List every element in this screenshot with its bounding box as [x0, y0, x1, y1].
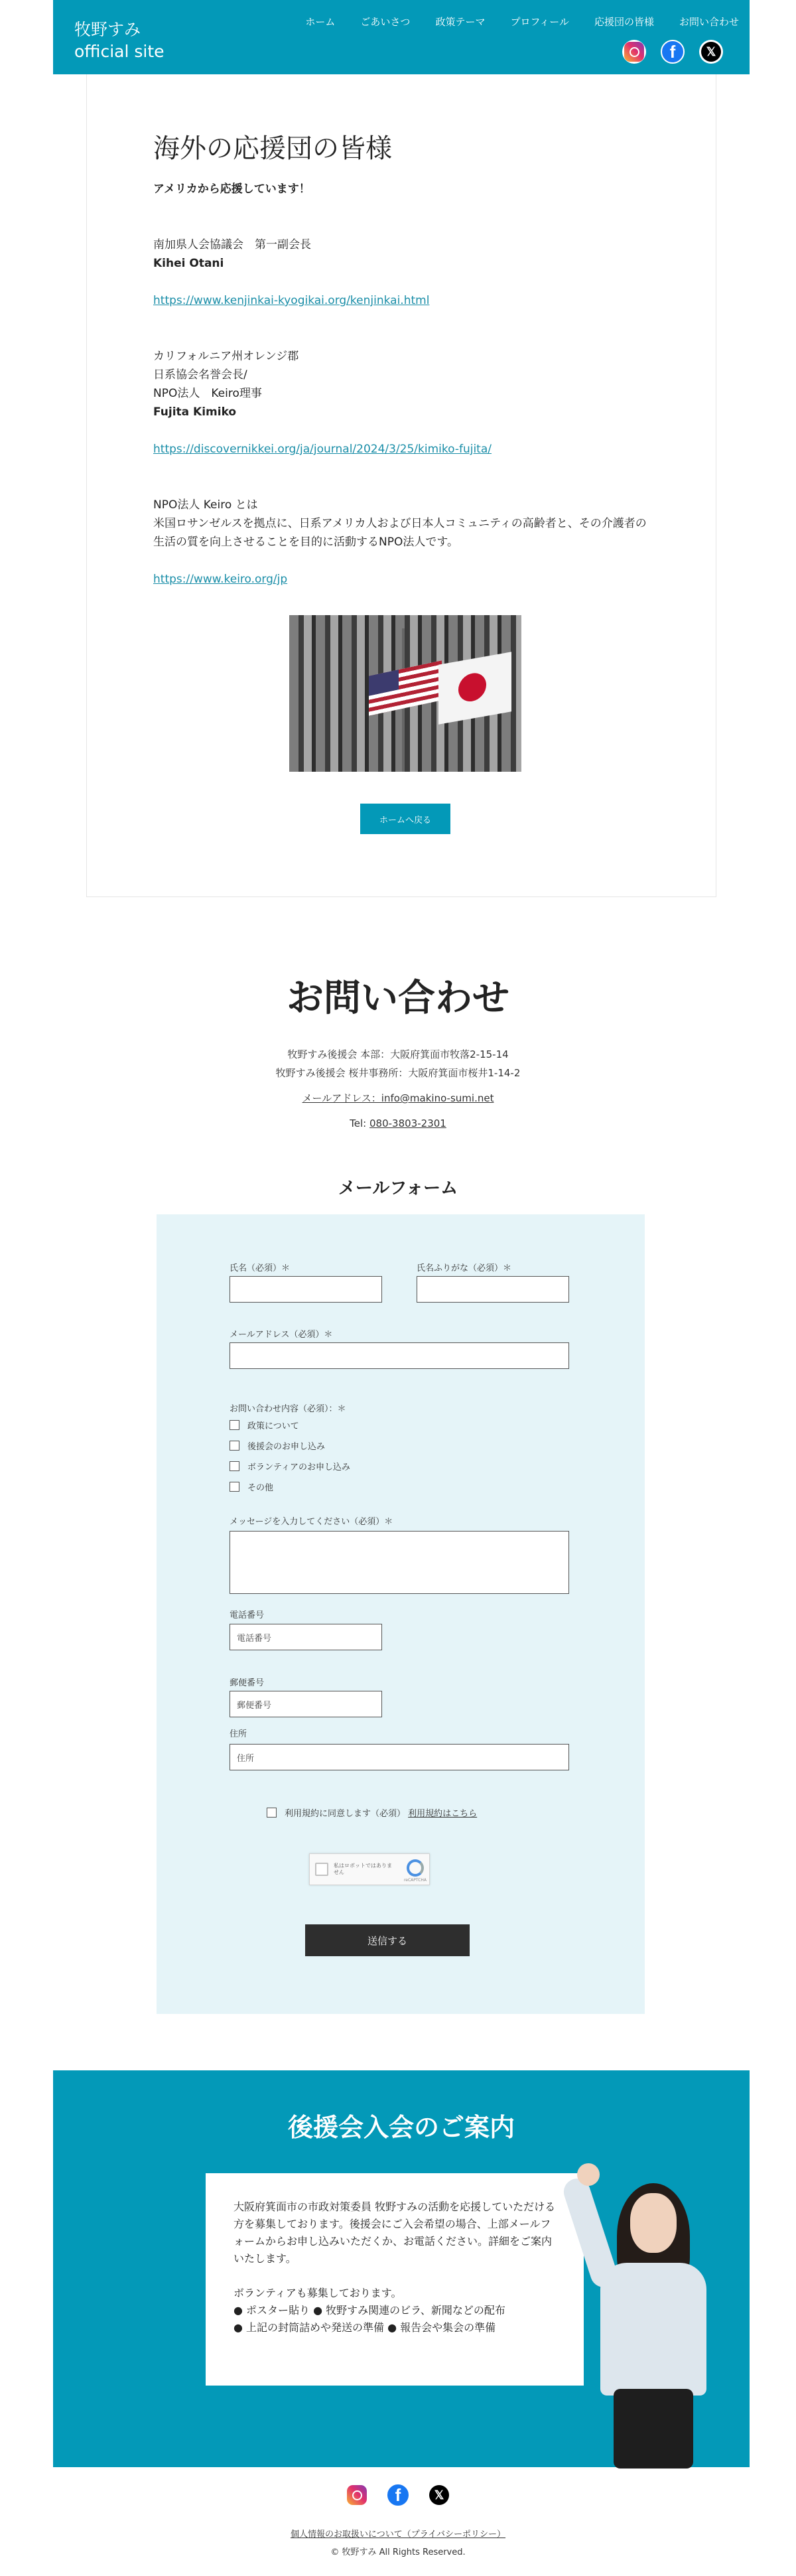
- supporter-2-link[interactable]: https://discovernikkei.org/ja/journal/2024/3/25/kimiko-fujita/: [153, 443, 492, 456]
- submit-button[interactable]: 送信する: [305, 1924, 470, 1956]
- volunteer-tasks-2: ● 上記の封筒詰めや発送の準備 ● 報告会や集会の準備: [233, 2321, 496, 2334]
- logo-subtitle: official site: [74, 42, 165, 61]
- supporter-2-line-3: NPO法人 Keiro理事: [153, 387, 262, 400]
- email-input[interactable]: [230, 1342, 569, 1369]
- join-section: [53, 2070, 750, 2467]
- site-logo[interactable]: [74, 19, 165, 62]
- address-label: 住所: [230, 1729, 247, 1739]
- volunteer-heading: ボランティアも募集しております。: [233, 2287, 402, 2299]
- contact-phone-link[interactable]: 080-3803-2301: [369, 1117, 446, 1129]
- inquiry-label: お問い合わせ内容（必須）：＊: [230, 1404, 346, 1414]
- supporter-2-line-1: カリフォルニア州オレンジ郡: [153, 350, 299, 363]
- nav-profile[interactable]: プロフィール: [510, 16, 569, 28]
- join-info-box: [206, 2173, 584, 2386]
- recaptcha-logo-icon: [407, 1859, 424, 1877]
- facebook-icon[interactable]: f: [661, 40, 685, 64]
- contact-email-link[interactable]: メールアドレス：info@makino-sumi.net: [302, 1092, 494, 1104]
- keiro-link[interactable]: https://www.keiro.org/jp: [153, 573, 288, 586]
- x-twitter-icon[interactable]: 𝕏: [699, 40, 723, 64]
- recaptcha-checkbox[interactable]: [315, 1863, 328, 1876]
- mail-form-title: メールフォーム: [338, 1179, 458, 1198]
- logo-name: 牧野すみ: [74, 20, 141, 39]
- message-label: メッセージを入力してください（必須）＊: [230, 1517, 393, 1527]
- footer-instagram-icon[interactable]: [345, 2483, 369, 2507]
- candidate-photo: [577, 2163, 736, 2469]
- back-home-button[interactable]: ホームへ戻る: [360, 804, 450, 834]
- email-label: メールアドレス（必須）＊: [230, 1330, 333, 1340]
- site-header: [53, 0, 750, 74]
- footer-social-links: [0, 2483, 796, 2507]
- terms-link[interactable]: 利用規約はこちら: [408, 1809, 478, 1819]
- recaptcha-widget[interactable]: [309, 1853, 430, 1885]
- join-title: 後援会入会のご案内: [287, 2113, 515, 2142]
- kana-input[interactable]: [417, 1276, 569, 1303]
- nav-policy[interactable]: 政策テーマ: [435, 16, 486, 28]
- keiro-heading: NPO法人 Keiro とは: [153, 498, 258, 512]
- kana-label: 氏名ふりがな（必須）＊: [417, 1263, 512, 1273]
- terms-checkbox[interactable]: [267, 1806, 477, 1819]
- zip-input[interactable]: 郵便番号: [230, 1691, 382, 1717]
- supporter-1-title: 南加県人会協議会 第一副会長: [153, 238, 311, 251]
- us-japan-flags-photo: [289, 615, 521, 772]
- keiro-description: 米国ロサンゼルスを拠点に、日系アメリカ人および日本人コミュニティの高齢者と、その介護者の生活の質を向上させることを目的に活動するNPO法人です。: [153, 517, 647, 549]
- contact-info: [0, 1045, 796, 1133]
- contact-title: お問い合わせ: [287, 977, 509, 1020]
- name-input[interactable]: [230, 1276, 382, 1303]
- supporter-2-name: Fujita Kimiko: [153, 405, 237, 419]
- recaptcha-brand: reCAPTCHA: [403, 1878, 427, 1883]
- privacy-policy-link[interactable]: 個人情報のお取扱いについて（プライバシーポリシー）: [290, 2530, 506, 2540]
- supporter-1-name: Kihei Otani: [153, 257, 224, 270]
- instagram-icon[interactable]: [622, 40, 646, 64]
- name-label: 氏名（必須）＊: [230, 1263, 291, 1273]
- supporter-1-link[interactable]: https://www.kenjinkai-kyogikai.org/kenjinkai.html: [153, 294, 430, 307]
- nav-greeting[interactable]: ごあいさつ: [360, 16, 411, 28]
- join-description: 大阪府箕面市の市政対策委員 牧野すみの活動を応援していただける方を募集しております。後援会にご入会希望の場合、上部メールフォームからお申し込みいただくか、お電話ください。詳細をご案内いたします。: [233, 2200, 556, 2265]
- nav-supporters[interactable]: 応援団の皆様: [594, 16, 654, 28]
- copyright: © 牧野すみ All Rights Reserved.: [330, 2547, 466, 2557]
- phone-label: 電話番号: [230, 1610, 265, 1620]
- supporter-2-line-2: 日系協会名誉会長/: [153, 368, 247, 382]
- option-other[interactable]: その他: [230, 1480, 273, 1493]
- option-volunteer[interactable]: ボランティアのお申し込み: [230, 1460, 350, 1472]
- address-input[interactable]: 住所: [230, 1744, 569, 1770]
- supporters-content: [153, 131, 657, 834]
- phone-input[interactable]: 電話番号: [230, 1624, 382, 1650]
- tel-label: Tel:: [350, 1117, 370, 1129]
- footer-facebook-icon[interactable]: f: [386, 2483, 410, 2507]
- message-textarea[interactable]: [230, 1531, 569, 1594]
- terms-text: 利用規約に同意します（必須）: [285, 1809, 406, 1819]
- main-nav: [280, 15, 739, 29]
- recaptcha-text: 私はロボットではありません: [334, 1863, 392, 1875]
- supporters-card: [86, 74, 716, 897]
- contact-form: [157, 1214, 645, 2014]
- zip-label: 郵便番号: [230, 1678, 265, 1688]
- office-hq-address: 牧野すみ後援会 本部：大阪府箕面市牧落2-15-14: [287, 1048, 509, 1060]
- nav-contact[interactable]: お問い合わせ: [679, 16, 739, 28]
- footer-x-twitter-icon[interactable]: 𝕏: [427, 2483, 451, 2507]
- office-sakurai-address: 牧野すみ後援会 桜井事務所：大阪府箕面市桜井1-14-2: [275, 1067, 521, 1079]
- page-title: 海外の応援団の皆様: [153, 133, 392, 164]
- option-supporters-club[interactable]: 後援会のお申し込み: [230, 1439, 325, 1452]
- header-social-links: [622, 40, 723, 64]
- page-subtitle: アメリカから応援しています！: [153, 182, 310, 196]
- nav-home[interactable]: ホーム: [305, 16, 336, 28]
- volunteer-tasks-1: ● ポスター貼り ● 牧野すみ関連のビラ、新聞などの配布: [233, 2304, 505, 2317]
- option-policy[interactable]: 政策について: [230, 1419, 299, 1431]
